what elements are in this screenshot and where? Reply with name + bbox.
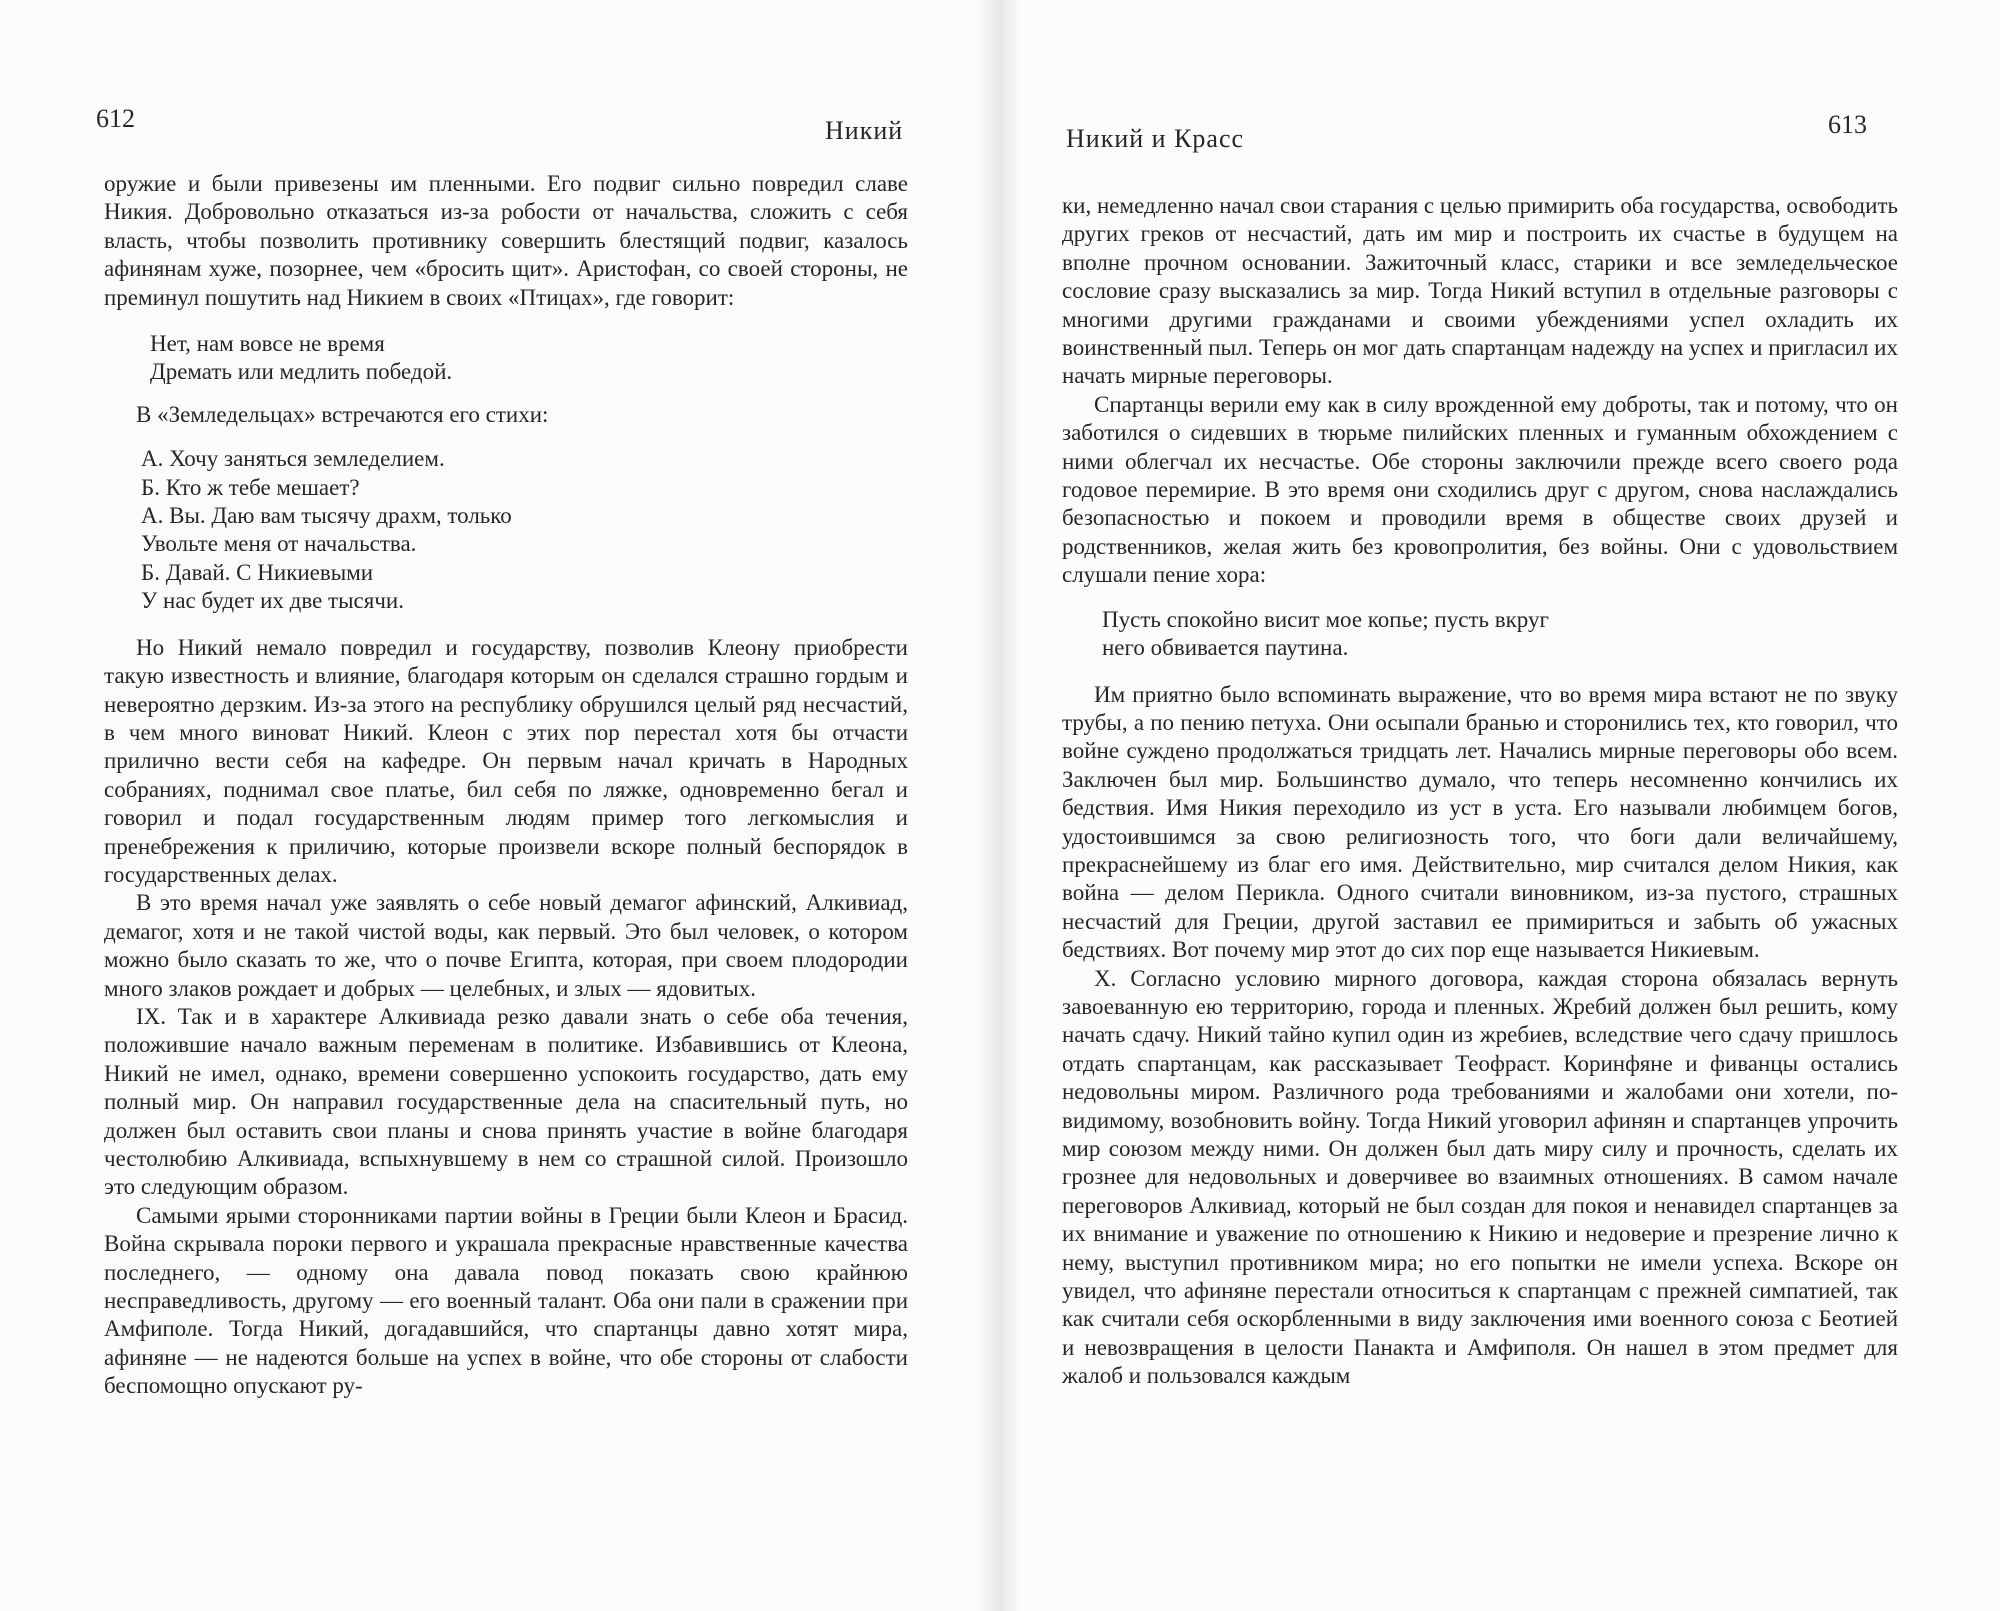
verse-line: У нас будет их две тысячи. bbox=[141, 588, 404, 614]
paragraph: X. Согласно условию мирного договора, каждая сторона обязалась вернуть завоеванную ею территорию, города и пленных. Жребий должен был решить, кому начать сдачу. Никий тайно купил один из жребиев, вследствие чего сдачу пришлось отдать спартанцам, как рассказывает Теофраст. Коринфяне и фиванцы остались недовольны миром. Различного рода требованиями и жалобами они хотели, по-видимому, возобновить войну. Тогда Никий уговорил афинян и спартанцев упрочить мир союзом между ними. Он должен был дать миру силу и прочность, сделать их грознее для недовольных и доверчивее во взаимных отношениях. В самом начале переговоров Алкивиад, который не был создан для покоя и ненавидел спартанцев за их внимание и уважение по отношению к Никию и недоверие и презрение лично к нему, выступил противником мира; но его попытки не имели успеха. Вскоре он увидел, что афиняне перестали относиться к спартанцам с прежней симпатией, так как считали себя оскорбленными в виду заключения ими военного союза с Беотией и невозвращения в целости Панакта и Амфиполя. Он нашел в этом предмет для жалоб и пользовался каждым bbox=[1062, 965, 1898, 1389]
verse-line: Б. Кто ж тебе мешает? bbox=[141, 474, 360, 500]
verse-line: Б. Давай. С Никиевыми bbox=[141, 559, 374, 585]
verse-quote bbox=[141, 445, 908, 615]
paragraph: ки, немедленно начал свои старания с целью примирить оба государства, освободить других греков от несчастий, дать им мир и построить их счастье в будущем на вполне прочном основании. Зажиточный класс, старики и все земледельческое сословие сразу высказались за мир. Тогда Никий вступил в отдельные разговоры с многими другими гражданами и своими убеждениями успел охладить их воинственный пыл. Теперь он мог дать спартанцам надежду на успех и пригласил их начать мирные переговоры. bbox=[1062, 193, 1898, 389]
verse-quote bbox=[1102, 606, 1898, 663]
page-number: 613 bbox=[1828, 110, 1867, 139]
paragraph: Самыми ярыми сторонниками партии войны в Греции были Клеон и Брасид. Война скрывала пороки первого и украшала прекрасные нравственные качества последнего, — одному она давала повод показать свою крайнюю несправедливость, другому — его военный талант. Оба они пали в сражении при Амфиполе. Тогда Никий, догадавшийся, что спартанцы давно хотят мира, афиняне — не надеются больше на успех в войне, что обе стороны от слабости беспомощно опускают ру- bbox=[104, 1202, 908, 1399]
paragraph: Спартанцы верили ему как в силу врожденной ему доброты, так и потому, что он заботился о сидевших в тюрьме пилийских пленных и гуманным обхождением с ними облегчал их несчастье. Обе стороны заключили прежде всего своего рода годовое перемирие. В это время они сходились друг с другом, снова наслаждались безопасностью и покоем и проводили время в обществе своих друзей и родственников, желая жить без кровопролития, без войны. Они с удовольствием слушали пение хора: bbox=[1062, 391, 1898, 588]
verse-line: него обвивается паутина. bbox=[1102, 635, 1349, 661]
running-head: Никий bbox=[825, 116, 904, 145]
paragraph: IX. Так и в характере Алкивиада резко давали знать о себе оба течения, положившие начало важным переменам в политике. Избавившись от Клеона, Никий не имел, однако, времени совершенно успокоить государство, дать ему полный мир. Он направил государственные дела на спасительный путь, но должен был оставить свои планы и снова принять участие в войне благодаря честолюбию Алкивиада, вспыхнувшему в нем со страшной силой. Произошло это следующим образом. bbox=[104, 1003, 908, 1200]
paragraph: В это время начал уже заявлять о себе новый демагог афинский, Алкивиад, демагог, хотя и не такой чистой воды, как первый. Это был человек, о котором можно было сказать то же, что о почве Египта, которая, при своем плодородии много злаков рождает и добрых — целебных, и злых — ядовитых. bbox=[104, 890, 908, 1001]
page-gutter-shadow bbox=[978, 0, 1022, 1611]
paragraph: Им приятно было вспоминать выражение, что во время мира встают не по звуку трубы, а по пению петуха. Они осыпали бранью и сторонились тех, кто говорил, что войне суждено продолжаться тридцать лет. Начались мирные переговоры обо всем. Заключен был мир. Большинство думало, что теперь несомненно кончились их бедствия. Имя Никия переходило из уст в уста. Его называли любимцем богов, удостоившимся за свою религиозность того, что боги дали величайшему, прекраснейшему из благ его имя. Действительно, мир считался делом Никия, как война — делом Перикла. Одного считали виновником, из-за пустого, страшных несчастий для Греции, другой заставил ее примириться и забыть об ужасных бедствиях. Вот почему мир этот до сих пор еще называется Никиевым. bbox=[1062, 681, 1898, 963]
verse-quote bbox=[150, 330, 908, 387]
verse-line: А. Вы. Даю вам тысячу драхм, только bbox=[141, 503, 512, 529]
paragraph: оружие и были привезены им пленными. Его подвиг сильно повредил славе Никия. Добровольно отказаться из-за робости от начальства, сложить с себя власть, чтобы позволить противнику совершить блестящий подвиг, казалось афинянам хуже, позорнее, чем «бросить щит». Аристофан, со своей стороны, не преминул пошутить над Никием в своих «Птицах», где говорит: bbox=[104, 171, 908, 310]
text-column bbox=[1062, 192, 1898, 1391]
verse-line: Дремать или медлить победой. bbox=[150, 359, 453, 385]
verse-line: А. Хочу заняться земледелием. bbox=[141, 446, 445, 472]
text-column bbox=[104, 170, 908, 1401]
verse-line: Увольте меня от начальства. bbox=[141, 531, 417, 557]
right-page bbox=[1000, 0, 2000, 1611]
paragraph: В «Земледельцах» встречаются его стихи: bbox=[136, 401, 549, 427]
running-head: Никий и Красс bbox=[1066, 124, 1245, 153]
verse-line: Нет, нам вовсе не время bbox=[150, 331, 385, 357]
page-number: 612 bbox=[96, 104, 135, 133]
paragraph: Но Никий немало повредил и государству, позволив Клеону приобрести такую известность и влияние, благодаря которым он сделался страшно гордым и невероятно дерзким. Из-за этого на республику обрушился целый ряд несчастий, в чем много виноват Никий. Клеон с этих пор перестал хотя бы отчасти прилично вести себя на кафедре. Он первым начал кричать в Народных собраниях, поднимал свое платье, бил себя по ляжке, одновременно бегал и говорил и подал государственным людям пример того легкомыслия и пренебрежения к приличию, которые произвели вскоре полный беспорядок в государственных делах. bbox=[104, 634, 908, 887]
verse-line: Пусть спокойно висит мое копье; пусть вкруг bbox=[1102, 606, 1549, 632]
